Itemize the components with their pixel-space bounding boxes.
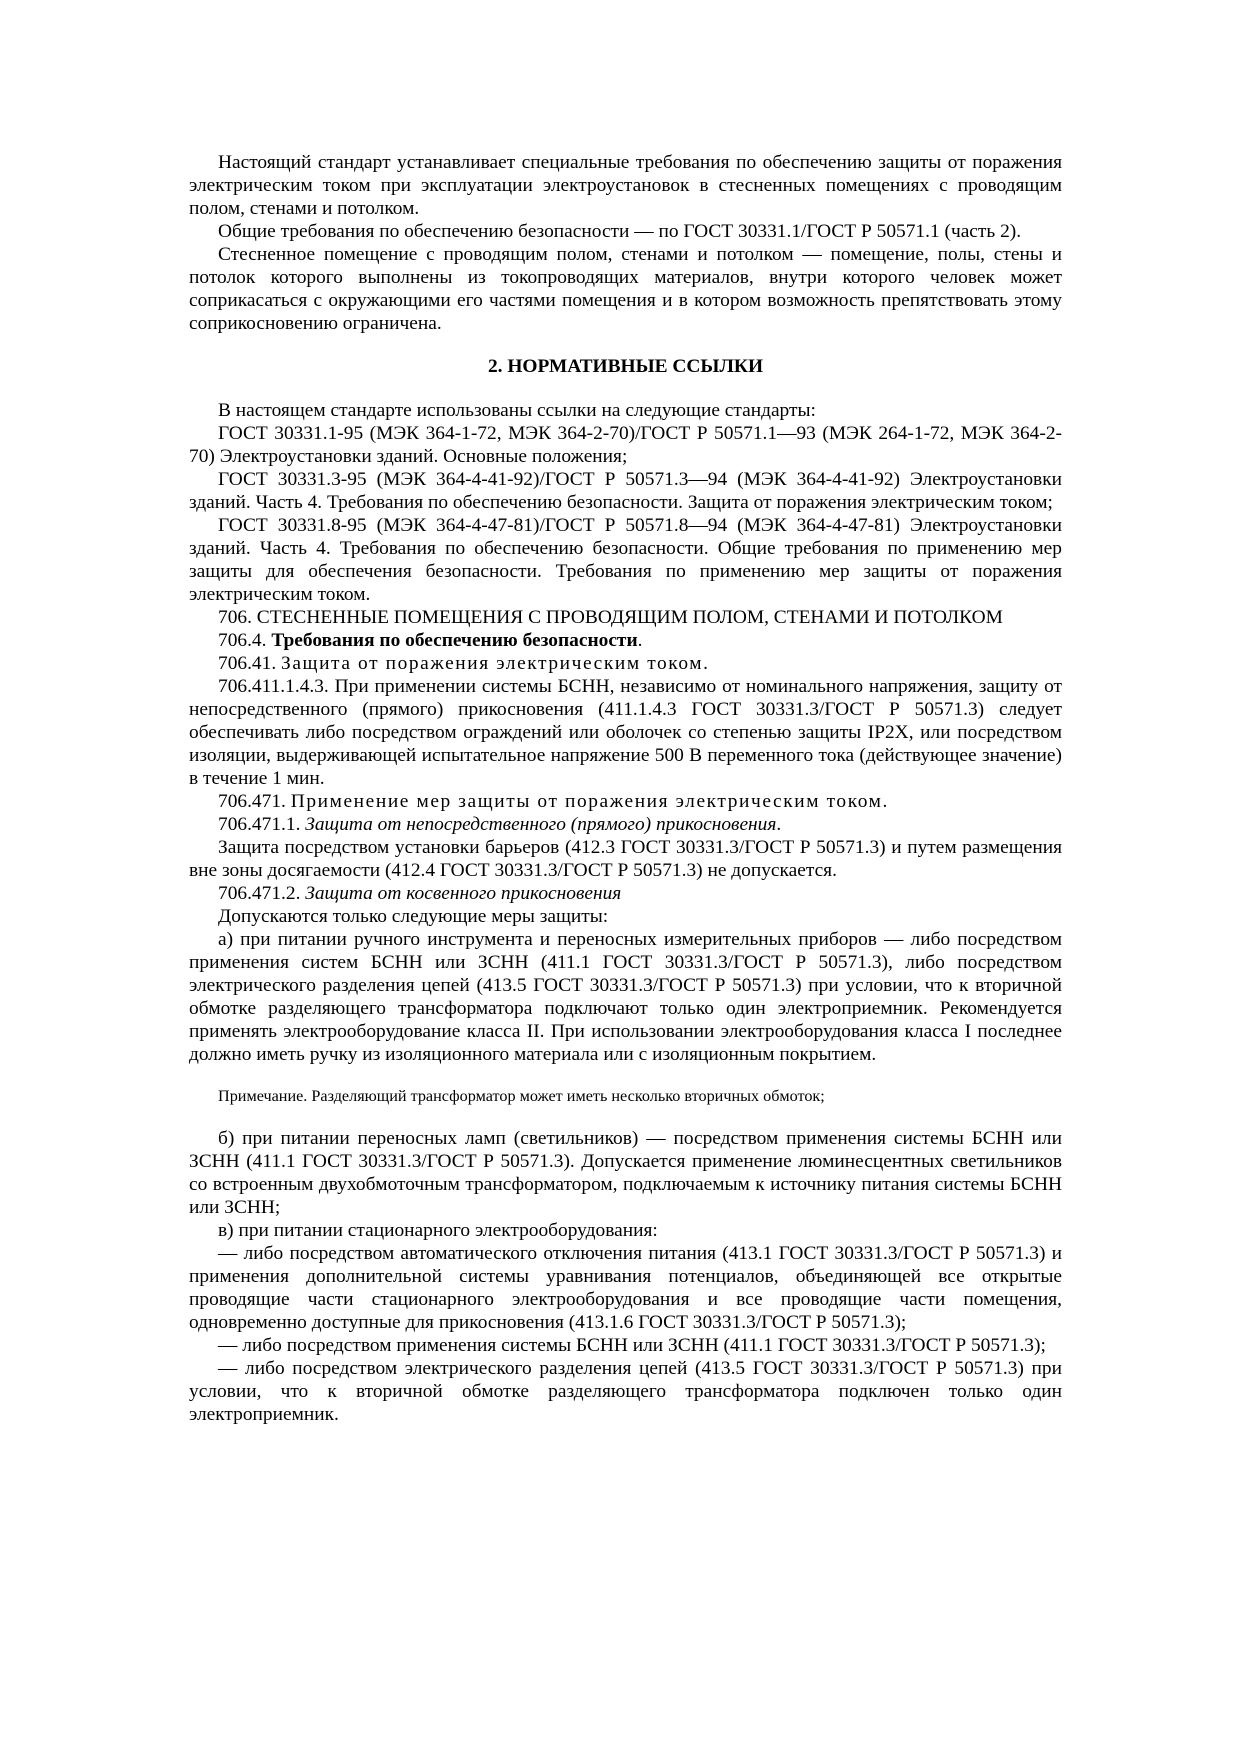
dash-item-auto-disconnect: — либо посредством автоматического отключения питания (413.1 ГОСТ 30331.3/ГОСТ Р 50571.3) и применения дополнительной системы уравнивания потенциалов, объединяющей все открытые проводящие части стационарного электрооборудования и все проводящие части помещения, одновременно доступные для прикосновения (413.1.6 ГОСТ 30331.3/ГОСТ Р 50571.3); [189,1243,1062,1333]
dash-item-bsnn: — либо посредством применения системы БСНН или ЗСНН (411.1 ГОСТ 30331.3/ГОСТ Р 50571.3); [218,1335,1046,1356]
document-body [189,151,1062,1426]
section-706-title: 706. СТЕСНЕННЫЕ ПОМЕЩЕНИЯ С ПРОВОДЯЩИМ ПОЛОМ, СТЕНАМИ И ПОТОЛКОМ [218,607,1003,628]
clause-punct: . [776,814,782,835]
list-item-b: б) при питании переносных ламп (светильников) — посредством применения системы БСНН или ЗСНН (411.1 ГОСТ 30331.3/ГОСТ Р 50571.3). Допускается применение люминесцентных светильников со встроенным двухобмоточным трансформатором, подключаемым к источнику питания системы БСНН или ЗСНН; [189,1128,1062,1218]
reference-gost-30331-1: ГОСТ 30331.1-95 (МЭК 364-1-72, МЭК 364-2-70)/ГОСТ Р 50571.1—93 (МЭК 264-1-72, МЭК 364-2-70) Электроустановки зданий. Основные положения; [189,423,1062,467]
intro-paragraph-scope: Настоящий стандарт устанавливает специальные требования по обеспечению защиты от поражения электрическим током при эксплуатации электроустановок в стесненных помещениях с проводящим полом, стенами и потолком. [189,152,1062,219]
intro-paragraph-definition: Стесненное помещение с проводящим полом, стенами и потолком — помещение, полы, стены и потолок которого выполнены из токопроводящих материалов, внутри которого человек может соприкасаться с окружающими его частями помещения и в котором возможность препятствовать этому соприкосновению ограничена. [189,244,1062,334]
intro-paragraph-general: Общие требования по обеспечению безопасности — по ГОСТ 30331.1/ГОСТ Р 50571.1 (часть 2). [218,221,1022,242]
note-paragraph: Примечание. Разделяющий трансформатор может иметь несколько вторичных обмоток; [218,1087,825,1105]
reference-gost-30331-3: ГОСТ 30331.3-95 (МЭК 364-4-41-92)/ГОСТ Р 50571.3—94 (МЭК 364-4-41-92) Электроустановки зданий. Часть 4. Требования по обеспечению безопасности. Защита от поражения электрическим током; [189,469,1062,513]
clause-title: Защита от поражения электрическим током. [281,653,710,674]
clause-number: 706.471.2. [218,883,306,904]
clause-title: Требования по обеспечению безопасности [271,630,638,651]
clause-706-4 [189,629,1062,652]
clause-number: 706.41. [218,653,282,674]
allowed-measures-intro: Допускаются только следующие меры защиты: [218,906,609,927]
clause-706-471 [189,790,1062,813]
list-item-c: в) при питании стационарного электрооборудования: [218,1220,658,1241]
clause-title: Защита от косвенного прикосновения [305,883,622,904]
clause-706-471-1 [189,813,1062,836]
clause-title: Применение мер защиты от поражения электрическим током. [290,791,889,812]
section-heading-references: 2. НОРМАТИВНЫЕ ССЫЛКИ [487,356,764,377]
clause-706-471-2 [189,882,1062,905]
clause-number: 706.4. [218,630,272,651]
barriers-paragraph: Защита посредством установки барьеров (412.3 ГОСТ 30331.3/ГОСТ Р 50571.3) и путем размещения вне зоны досягаемости (412.4 ГОСТ 30331.3/ГОСТ Р 50571.3) не допускается. [189,837,1062,881]
reference-gost-30331-8: ГОСТ 30331.8-95 (МЭК 364-4-47-81)/ГОСТ Р 50571.8—94 (МЭК 364-4-47-81) Электроустановки зданий. Часть 4. Требования по обеспечению безопасности. Общие требования по применению мер защиты для обеспечения безопасности. Требования по применению мер защиты от поражения электрическим током. [189,515,1062,605]
list-item-a: а) при питании ручного инструмента и переносных измерительных приборов — либо посредством применения систем БСНН или ЗСНН (411.1 ГОСТ 30331.3/ГОСТ Р 50571.3), либо посредством электрического разделения цепей (413.5 ГОСТ 30331.3/ГОСТ Р 50571.3) при условии, что к вторичной обмотке разделяющего трансформатора подключают только один электроприемник. Рекомендуется применять электрооборудование класса II. При использовании электрооборудования класса I последнее должно иметь ручку из изоляционного материала или с изоляционным покрытием. [189,929,1062,1065]
clause-706-411-1-4-3: 706.411.1.4.3. При применении системы БСНН, независимо от номинального напряжения, защиту от непосредственного (прямого) прикосновения (411.1.4.3 ГОСТ 30331.3/ГОСТ Р 50571.3) следует обеспечивать либо посредством ограждений или оболочек со степенью защиты IP2X, или посредством изоляции, выдерживающей испытательное напряжение 500 В переменного тока (действующее значение) в течение 1 мин. [189,676,1062,789]
references-intro: В настоящем стандарте использованы ссылки на следующие стандарты: [218,400,816,421]
clause-706-41 [189,652,1062,675]
clause-title: Защита от непосредственного (прямого) прикосновения [305,814,777,835]
clause-number: 706.471.1. [218,814,306,835]
clause-punct: . [637,630,643,651]
clause-number: 706.471. [218,791,291,812]
dash-item-separation: — либо посредством электрического разделения цепей (413.5 ГОСТ 30331.3/ГОСТ Р 50571.3) при условии, что к вторичной обмотке разделяющего трансформатора подключен только один электроприемник. [189,1358,1062,1425]
